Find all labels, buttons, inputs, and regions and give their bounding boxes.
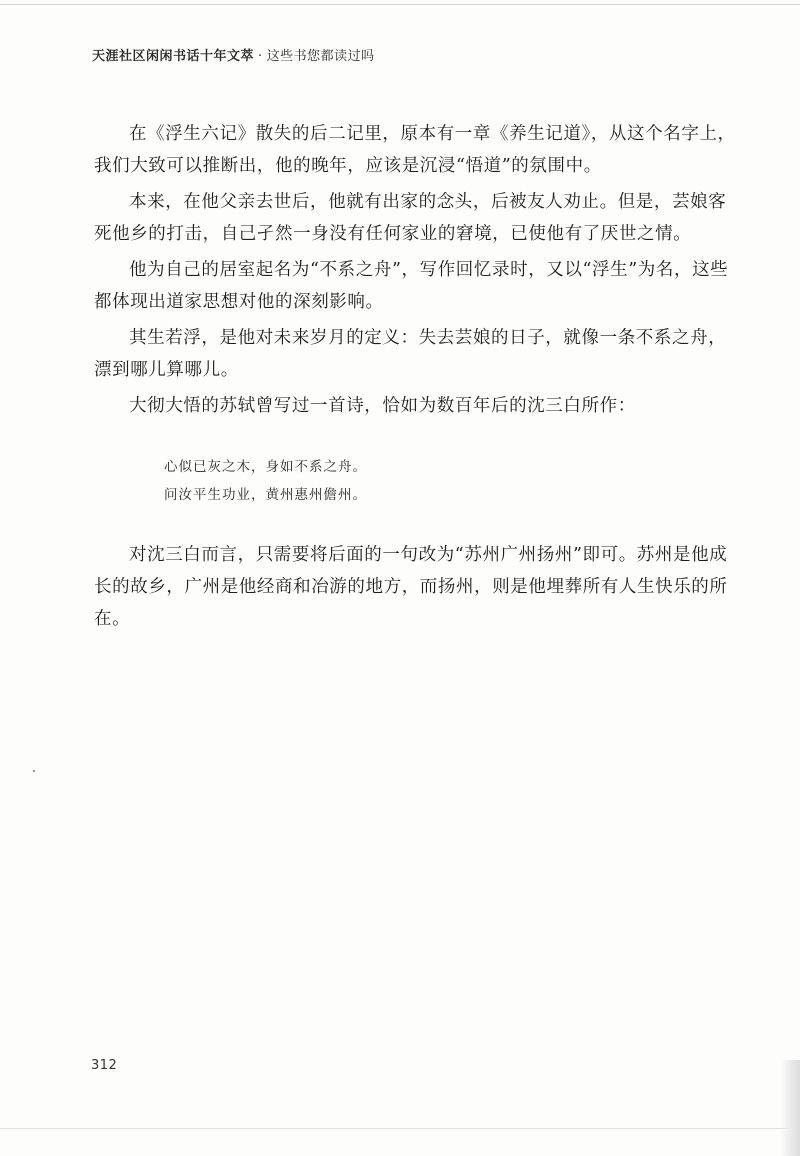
bottom-edge-rule [0, 1128, 800, 1129]
poem-quote [164, 453, 367, 509]
poem-line-2: 问汝平生功业，黄州惠州儋州。 [164, 487, 367, 503]
page-edge-shadow [780, 1060, 800, 1156]
header-chapter-title: 这些书您都读过吗 [266, 49, 375, 64]
paragraph: 大彻大悟的苏轼曾写过一首诗，恰如为数百年后的沈三白所作： [129, 396, 636, 416]
closing-text-block [94, 539, 744, 635]
poem-line-1: 心似已灰之木，身如不系之舟。 [164, 459, 367, 475]
paragraph: 本来，在他父亲去世后，他就有出家的念头，后被友人劝止。但是，芸娘客死他乡的打击，自己孑然一身没有任何家业的窘境，已使他有了厌世之情。 [94, 192, 727, 244]
closing-paragraph: 对沈三白而言，只需要将后面的一句改为“苏州广州扬州”即可。苏州是他成长的故乡，广州是他经商和冶游的地方，而扬州，则是他埋葬所有人生快乐的所在。 [94, 545, 728, 629]
scan-speck [33, 770, 35, 772]
paragraph: 其生若浮，是他对未来岁月的定义：失去芸娘的日子，就像一条不系之舟，漂到哪儿算哪儿。 [94, 328, 727, 380]
header-separator: · [258, 49, 263, 64]
top-edge-rule [0, 4, 800, 5]
header-book-title: 天涯社区闲闲书话十年文萃 [92, 49, 255, 64]
running-header [92, 45, 375, 64]
page-number: 312 [91, 1058, 118, 1073]
paragraph: 他为自己的居室起名为“不系之舟”，写作回忆录时，又以“浮生”为名，这些都体现出道家思想对他的深刻影响。 [94, 260, 729, 312]
paragraph: 在《浮生六记》散失的后二记里，原本有一章《养生记道》，从这个名字上，我们大致可以推断出，他的晚年，应该是沉浸“悟道”的氛围中。 [94, 124, 736, 176]
body-text-block [94, 118, 744, 422]
